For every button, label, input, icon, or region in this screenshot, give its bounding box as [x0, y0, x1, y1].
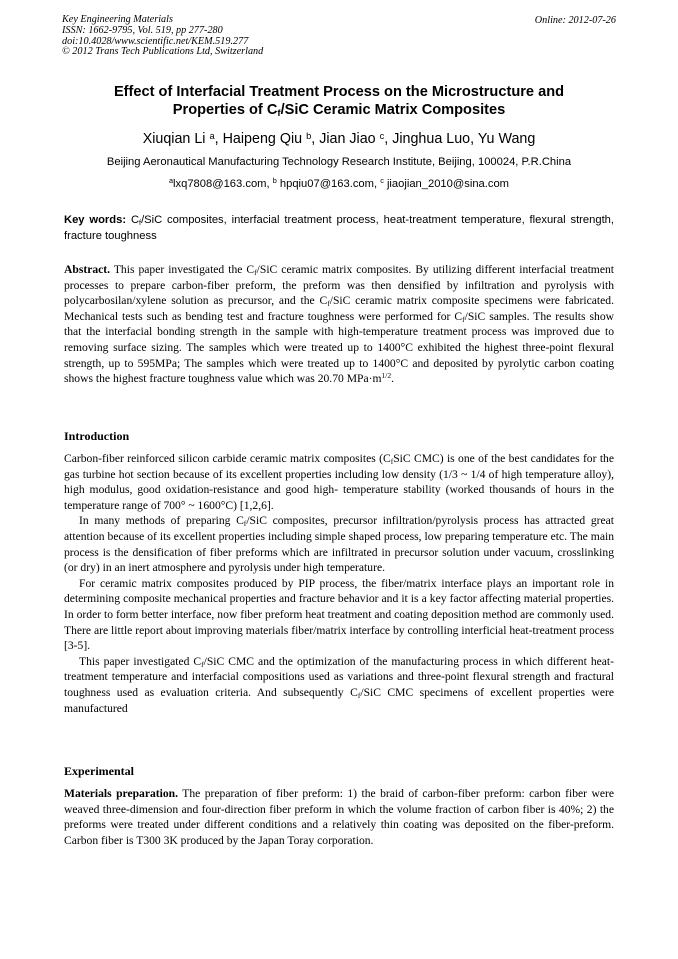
- intro-subscript: f: [390, 457, 394, 466]
- experimental-heading: Experimental: [64, 764, 134, 778]
- author-mark: c: [379, 131, 385, 141]
- intro-paragraph-3: For ceramic matrix composites produced by PIP process, the fiber/matrix interface plays an important role in determining composite mechanical properties and fracture behavior and it is a key factor affecting material properties. In order to form better interface, now fiber preform heat treatment and coating deposition method are commonly used. There are little report about improving materials fiber/matrix interface by controlling interficial heat-treatment process [3-5].: [64, 576, 614, 653]
- intro-paragraph-2: [64, 513, 614, 575]
- email-link[interactable]: jiaojian_2010@sina.com: [386, 178, 510, 190]
- title-line-1: Effect of Interfacial Treatment Process on the Microstructure and: [113, 84, 565, 100]
- materials-label: Materials preparation.: [64, 787, 179, 800]
- author-name: Yu Wang: [477, 131, 536, 147]
- abstract-text: /SiC ceramic matrix composite specimens were fabricated. Mechanical tests such as bending test and fracture toughness were performed for C: [64, 294, 614, 323]
- author-name: Xiuqian Li: [142, 131, 206, 147]
- keywords-subscript: f: [139, 218, 142, 227]
- abstract-subscript: f: [327, 299, 330, 309]
- doi-line[interactable]: doi:10.4028/www.scientific.net/KEM.519.277: [62, 35, 249, 47]
- author-mark: a: [209, 131, 215, 141]
- intro-text: /SiC CMC and the optimization of the manufacturing process in which different heat-treatment temperature and interfacial compositions used as variations and three-point flexural strength and fractural toughness used as evaluation criteria. And subsequently C: [64, 654, 614, 699]
- author-emails: $^a$lxq7808@163.com, $^b$ hpqiu07@163.com, $^c$ jiaojian_2010@sina.com: [168, 176, 510, 190]
- intro-text: This paper investigated C: [79, 654, 202, 668]
- abstract: [64, 262, 614, 387]
- author-list: Xiuqian Li $^a$, Haipeng Qiu $^b$, Jian Jiao $^c$, Jinghua Luo, Yu Wang: [142, 131, 536, 147]
- intro-text: SiC CMC) is one of the best candidates for the gas turbine hot section because of its excellent properties including low density (1/3 ~ 1/4 of high temperature alloy), high modulus, good oxidation-resistance and good high- temperature stability (worked thousands of hours in the temperature range of 700° ~ 1600°C) [1,2,6].: [64, 452, 614, 512]
- keywords-text: /SiC composites, interfacial treatment process, heat-treatment temperature, flexural strength, fracture toughness: [64, 214, 615, 242]
- journal-header: [62, 15, 263, 58]
- copyright-line: © 2012 Trans Tech Publications Ltd, Switzerland: [62, 46, 264, 58]
- paper-title: [62, 83, 616, 119]
- title-text: /SiC Ceramic Matrix Composites: [280, 102, 506, 118]
- intro-subscript: f: [243, 519, 247, 529]
- abstract-text: This paper investigated the C: [113, 263, 255, 276]
- intro-text: /SiC CMC specimens of excellent properties were manufactured: [64, 685, 614, 715]
- intro-paragraph-1: [64, 451, 614, 513]
- email-link[interactable]: lxq7808@163.com: [173, 178, 267, 190]
- keywords-text: C: [130, 214, 140, 226]
- online-date: Online: 2012-07-26: [534, 15, 616, 26]
- keywords-label: Key words:: [64, 214, 127, 226]
- affiliation: Beijing Aeronautical Manufacturing Technology Research Institute, Beijing, 100024, P.R.China: [106, 156, 572, 168]
- experimental-body: [64, 786, 614, 848]
- title-line-2: [62, 101, 616, 119]
- intro-subscript: f: [201, 659, 204, 669]
- intro-subscript: f: [357, 690, 361, 700]
- journal-name: Key Engineering Materials: [62, 14, 173, 25]
- abstract-subscript: f: [462, 314, 465, 324]
- intro-paragraph-4: [64, 654, 614, 716]
- abstract-paragraph: [64, 262, 614, 387]
- intro-text: In many methods of preparing C: [79, 514, 244, 528]
- title-text: Properties of C: [172, 102, 278, 118]
- abstract-label: Abstract.: [64, 263, 111, 276]
- author-name: Haipeng Qiu: [222, 131, 303, 147]
- abstract-superscript: 1/2: [381, 371, 392, 381]
- experimental-text: The preparation of fiber preform: 1) the braid of carbon-fiber preform: carbon fiber were weaved three-dimension and four-direction fiber preform in which the volume fraction of carbon fiber is 40%; 2) the preforms were treated under different conditions and a relatively thin coating was deposited on the fiber-preform. Carbon fiber is T300 3K produced by the Japan Toray corporation.: [64, 787, 614, 847]
- email-mark: c: [380, 176, 384, 185]
- author-name: Jian Jiao: [319, 131, 376, 147]
- email-mark: b: [272, 176, 277, 185]
- email-mark: a: [168, 176, 174, 185]
- introduction-heading: Introduction: [64, 429, 130, 443]
- abstract-text: .: [391, 372, 395, 386]
- keywords: [64, 212, 614, 244]
- experimental-paragraph: [64, 786, 614, 848]
- author-name: Jinghua Luo: [392, 131, 471, 147]
- issn-line: ISSN: 1662-9795, Vol. 519, pp 277-280: [62, 24, 223, 36]
- intro-text: Carbon-fiber reinforced silicon carbide ceramic matrix composites (C: [64, 452, 391, 465]
- author-mark: b: [306, 131, 312, 141]
- abstract-text: /SiC samples. The results show that the interfacial bonding strength in the sample with high-temperature treatment process was improved due to removing surface sizing. The samples which were treated up to 1400°C exhibited the highest three-point flexural strength, up to 595MPa; The samples which were treated up to 1400°C and deposited by pyrolytic carbon coating shows the highest fracture toughness value which was 20.70 MPa·m: [64, 309, 615, 386]
- email-link[interactable]: hpqiu07@163.com: [279, 178, 374, 190]
- title-subscript: f: [277, 108, 281, 119]
- abstract-subscript: f: [254, 268, 257, 277]
- intro-text: /SiC composites, precursor infiltration/pyrolysis process has attracted great attention because of its excellent properties including simple shaped process, low preparing temperature etc. The main process is the densification of fiber preforms which are infiltrated in precursor solution under vacuum, crosslinking (or dry) in an inert atmosphere and pyrolysis under high temperature.: [64, 514, 614, 575]
- abstract-text: /SiC ceramic matrix composites. By utilizing different interfacial treatment processes to prepare carbon-fiber preform, the preform was then densified by infiltration and pyrolysis with polycarbosilan/xylene solution as precursor, and the C: [64, 263, 614, 308]
- introduction-body: [64, 451, 614, 716]
